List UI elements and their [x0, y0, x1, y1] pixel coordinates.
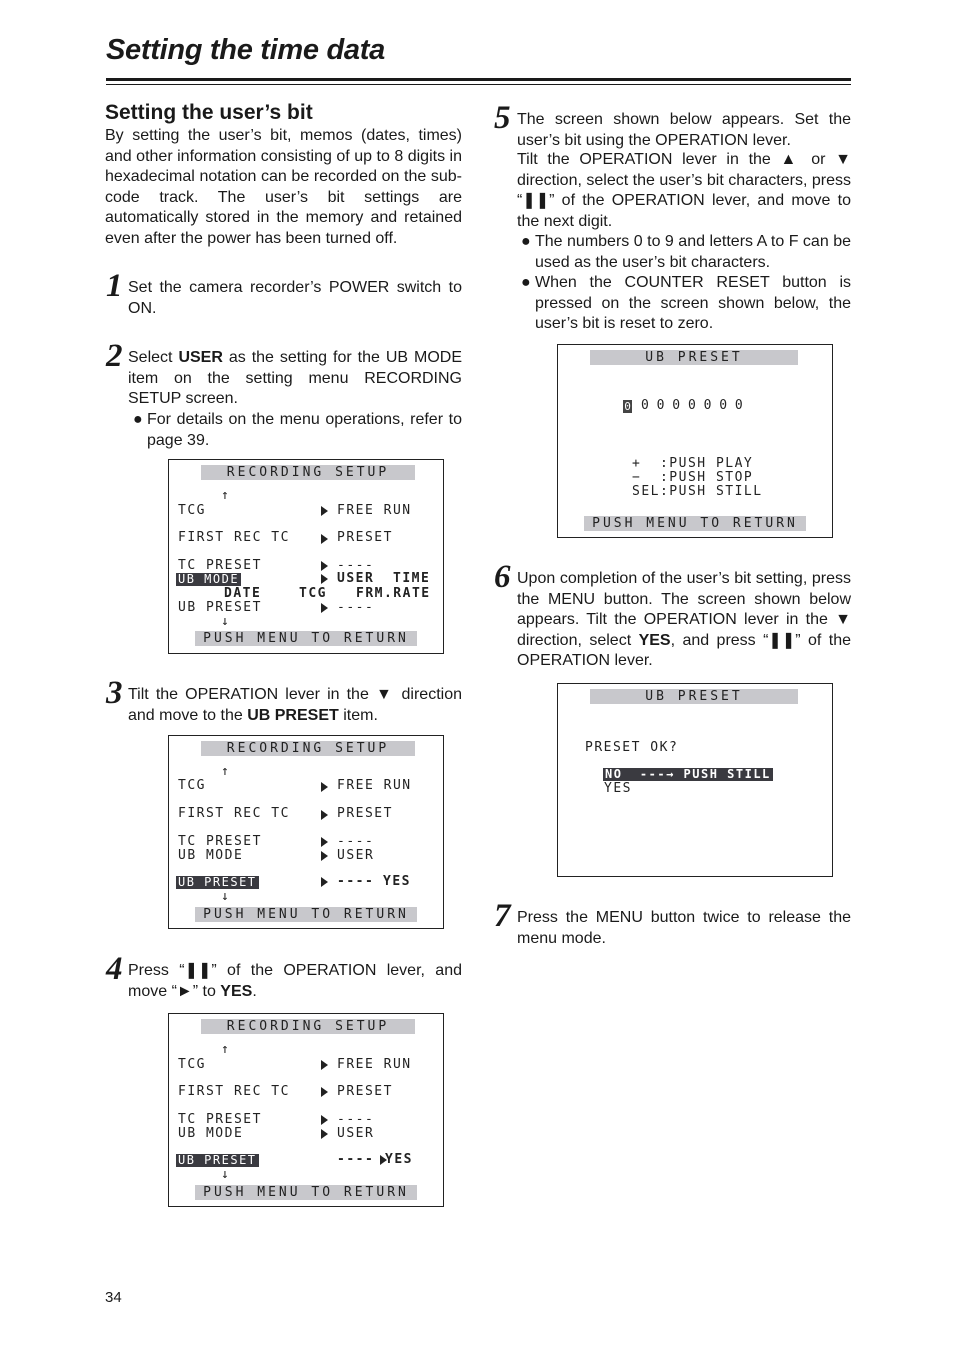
step-number: 1: [106, 268, 123, 304]
screen-header: RECORDING SETUP: [201, 465, 415, 480]
menu-item-tcg: TCG: [178, 778, 206, 793]
pointer-icon: [321, 1087, 328, 1097]
up-arrow: ↑: [221, 1042, 231, 1057]
menu-item-tc-preset: TC PRESET: [178, 558, 262, 573]
step-5-bullet-1: ● The numbers 0 to 9 and letters A to F can be used as the user’s bit characters.: [521, 233, 851, 271]
hint-push-play: + :PUSH PLAY: [632, 456, 754, 471]
screen-header: UB PRESET: [590, 689, 798, 704]
down-arrow: ↓: [221, 1167, 231, 1182]
step-7-text: Press the MENU button twice to release the menu mode.: [517, 909, 851, 947]
screen-footer: PUSH MENU TO RETURN: [195, 907, 417, 922]
hint-push-stop: − :PUSH STOP: [632, 470, 754, 485]
menu-item-first-rec-tc: FIRST REC TC: [178, 1084, 290, 1099]
screen-recording-setup-3: [168, 1013, 444, 1207]
option-frm-rate: FRM.RATE: [356, 586, 431, 601]
pointer-icon: [321, 1060, 328, 1070]
screen-header: UB PRESET: [590, 350, 798, 365]
menu-item-tcg: TCG: [178, 1057, 206, 1072]
intro-paragraph: By setting the user’s bit, memos (dates, times) and other information consisting of up to 8 digits in hexadecimal notation can be recorded on the sub-code track. The user’s bit settings are automatically stored in the memory and retained even after the power has been turned off.: [105, 127, 462, 247]
up-arrow: ↑: [221, 764, 231, 779]
menu-item-ub-mode: UB MODE: [178, 1126, 244, 1141]
step-5-bullet-2: ● When the COUNTER RESET button is pressed on the screen shown below, the user’s bit is reset to zero.: [521, 274, 851, 332]
hint-push-still: SEL:PUSH STILL: [632, 484, 763, 499]
down-arrow: ↓: [221, 889, 231, 904]
step-number: 3: [106, 675, 123, 711]
value-dashes: ----: [337, 834, 375, 849]
pointer-icon: [321, 1129, 328, 1139]
step-2-bullet: ● For details on the menu operations, refer to page 39.: [133, 411, 462, 449]
menu-item-ub-preset-highlighted: UB PRESET: [178, 875, 257, 889]
value-preset: PRESET: [337, 530, 393, 545]
step-number: 5: [494, 100, 511, 136]
screen-footer: PUSH MENU TO RETURN: [195, 631, 417, 646]
pointer-icon: [321, 837, 328, 847]
value-dashes: ----: [337, 600, 375, 615]
option-yes: YES: [385, 1152, 413, 1167]
pointer-icon: [321, 561, 328, 571]
menu-item-ub-mode: UB MODE: [178, 848, 244, 863]
title-rule-thin: [106, 84, 851, 85]
bullet-dot: ●: [521, 274, 531, 291]
option-time: TIME: [393, 571, 431, 586]
pointer-icon: [321, 851, 328, 861]
screen-footer: PUSH MENU TO RETURN: [584, 516, 806, 531]
screen-header: RECORDING SETUP: [201, 741, 415, 756]
step-1-text: Set the camera recorder’s POWER switch to ON.: [128, 279, 462, 317]
title-rule: [106, 78, 851, 81]
menu-item-ub-mode-highlighted: UB MODE: [178, 572, 240, 586]
screen-recording-setup-1: [168, 459, 444, 654]
step-3-text: Tilt the OPERATION lever in the ▼ direction and move to the UB PRESET item.: [128, 686, 462, 724]
pointer-icon: [321, 534, 328, 544]
menu-item-tc-preset: TC PRESET: [178, 1112, 262, 1127]
option-date: DATE: [224, 586, 262, 601]
step-number: 2: [106, 338, 123, 374]
screen-ub-preset-entry: [557, 344, 833, 538]
section-title: Setting the user’s bit: [105, 101, 313, 124]
step-5-text-2: Tilt the OPERATION lever in the ▲ or ▼ direction, select the user’s bit characters, press “❚❚” of the OPERATION lever, and move to the next digit.: [517, 151, 851, 230]
menu-item-ub-preset-highlighted: UB PRESET: [178, 1153, 257, 1167]
pointer-icon: [321, 810, 328, 820]
screen-recording-setup-2: [168, 735, 444, 929]
bullet-dot: ●: [521, 233, 531, 250]
option-yes: YES: [383, 874, 411, 889]
value-dashes: ----: [337, 874, 375, 889]
step-number: 6: [494, 559, 511, 595]
value-preset: PRESET: [337, 806, 393, 821]
value-free-run: FREE RUN: [337, 503, 412, 518]
pointer-icon: [321, 506, 328, 516]
option-user: USER: [337, 571, 375, 586]
value-preset: PRESET: [337, 1084, 393, 1099]
step-2-text: Select USER as the setting for the UB MODE item on the setting menu RECORDING SETUP screen.: [128, 349, 462, 407]
step-6-text: Upon completion of the user’s bit setting, press the MENU button. The screen shown below appears. Tilt the OPERATION lever in the ▼ direction, select YES, and press “❚❚” of the OPERATION lever.: [517, 570, 852, 669]
pointer-icon: [321, 782, 328, 792]
step-4-text: Press “❚❚” of the OPERATION lever, and move “►” to YES.: [128, 962, 462, 1000]
pointer-icon: [321, 877, 328, 887]
pointer-icon: [321, 1115, 328, 1125]
pointer-icon: [321, 574, 328, 584]
menu-item-ub-preset: UB PRESET: [178, 600, 262, 615]
up-arrow: ↑: [221, 488, 231, 503]
option-yes: YES: [604, 781, 632, 796]
ub-digits: 0 0 0 0 0 0 0: [641, 398, 743, 413]
value-dashes: ----: [337, 1152, 375, 1167]
option-tcg: TCG: [299, 586, 327, 601]
step-number: 7: [494, 898, 511, 934]
selected-digit: 0: [624, 400, 631, 413]
value-dashes: ----: [337, 1112, 375, 1127]
pointer-icon: [321, 603, 328, 613]
menu-item-first-rec-tc: FIRST REC TC: [178, 806, 290, 821]
menu-item-tc-preset: TC PRESET: [178, 834, 262, 849]
menu-item-tcg: TCG: [178, 503, 206, 518]
screen-ub-preset-confirm: [557, 683, 833, 877]
value-free-run: FREE RUN: [337, 778, 412, 793]
step-number: 4: [106, 951, 123, 987]
page-title: Setting the time data: [106, 34, 385, 66]
bullet-dot: ●: [133, 411, 143, 428]
value-dashes: ----: [337, 558, 375, 573]
menu-item-first-rec-tc: FIRST REC TC: [178, 530, 290, 545]
down-arrow: ↓: [221, 614, 231, 629]
value-user: USER: [337, 1126, 375, 1141]
value-free-run: FREE RUN: [337, 1057, 412, 1072]
screen-footer: PUSH MENU TO RETURN: [195, 1185, 417, 1200]
screen-header: RECORDING SETUP: [201, 1019, 415, 1034]
value-user: USER: [337, 848, 375, 863]
preset-ok-question: PRESET OK?: [585, 740, 679, 755]
page-number: 34: [105, 1289, 122, 1306]
step-5-text: The screen shown below appears. Set the user’s bit using the OPERATION lever.: [517, 111, 851, 149]
option-no-highlighted: NO ---→ PUSH STILL: [605, 767, 771, 781]
